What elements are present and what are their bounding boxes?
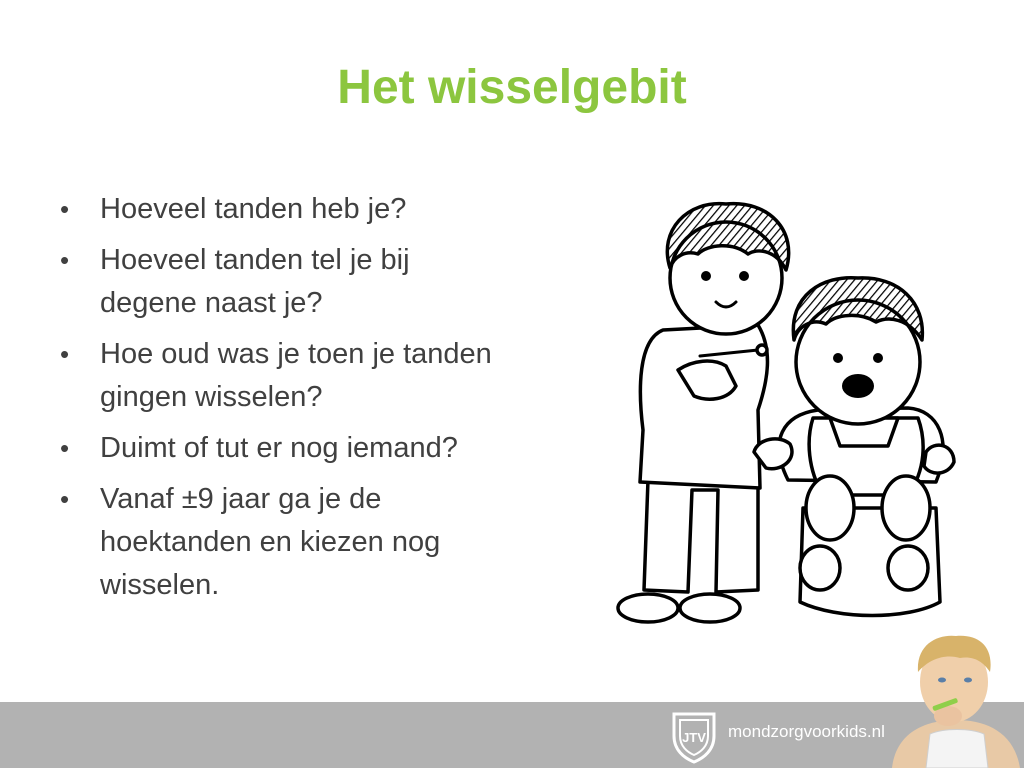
logo-text: JTV: [682, 730, 706, 745]
bullet-item: [58, 333, 498, 419]
website-label: mondzorgvoorkids.nl: [728, 722, 885, 741]
bullet-dot-icon: •: [60, 194, 70, 224]
bullet-dot-icon: •: [60, 339, 70, 369]
bullet-item: [58, 239, 498, 325]
bullet-text: Hoe oud was je toen je tanden gingen wisselen?: [100, 338, 492, 413]
dentist-illustration: [608, 190, 968, 640]
bullet-item: [58, 188, 498, 231]
bullet-text: Duimt of tut er nog iemand?: [100, 432, 458, 464]
bullet-dot-icon: •: [60, 433, 70, 463]
bullet-dot-icon: •: [60, 245, 70, 275]
jtv-logo-icon: [668, 708, 720, 764]
bullet-text: Vanaf ±9 jaar ga je de hoektanden en kiezen nog wisselen.: [100, 483, 441, 601]
bullet-text: Hoeveel tanden heb je?: [100, 193, 407, 225]
bullet-list: [58, 188, 498, 615]
bullet-text: Hoeveel tanden tel je bij degene naast je?: [100, 244, 410, 319]
bullet-item: [58, 427, 498, 470]
bullet-item: [58, 478, 498, 607]
kid-brushing-photo: [886, 632, 1024, 768]
bullet-dot-icon: •: [60, 484, 70, 514]
slide-title: Het wisselgebit: [337, 61, 687, 114]
